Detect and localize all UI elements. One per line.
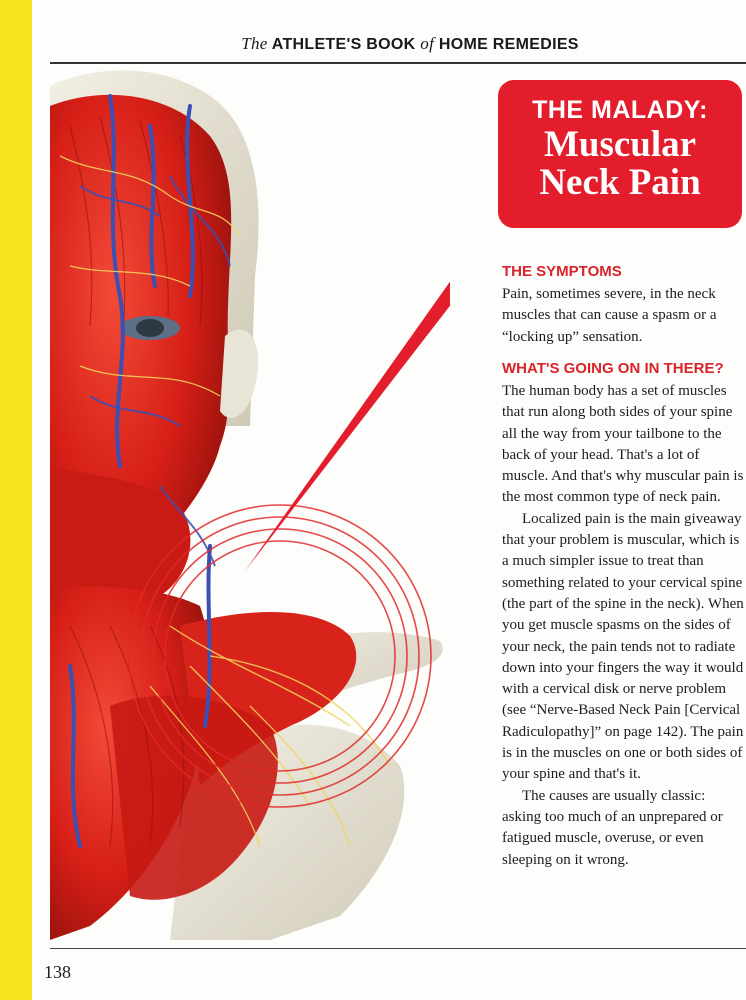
body-paragraph-1: The human body has a set of muscles that run along both sides of your spine all the way from your tailbone to the back of your head. That's a lot of muscle. And that's why muscular pain is the most common type of neck pain. (502, 383, 744, 506)
running-head-part2: HOME REMEDIES (438, 36, 579, 53)
running-head-prefix: The (241, 34, 268, 53)
anatomy-illustration (50, 66, 450, 940)
body-paragraph-2: Localized pain is the main giveaway that your problem is muscular, which is a much simpler issue to treat than something related to your cervical spine (the part of the spine in the neck). When you get muscle spasms on the sides of your neck, the pain tends not to radiate down into your fingers the way it would with a cervical disk or nerve problem (see “Nerve-Based Neck Pain [Cervical Radiculopathy]” on page 142). The pain is in the muscles on one or both sides of your spine and that's it. (502, 510, 744, 783)
running-head-connector: of (420, 34, 435, 53)
page-edge-yellow-bar (0, 0, 32, 1000)
malady-title-line1: Muscular (543, 124, 697, 165)
body-paragraph-3: The causes are usually classic: asking too much of an unprepared or fatigued muscle, overuse, or even sleeping on it wrong. (502, 787, 723, 868)
running-head (180, 34, 640, 54)
malady-title (506, 126, 734, 202)
page-number: 138 (44, 962, 71, 982)
whats-going-on-heading: WHAT'S GOING ON IN THERE? (502, 360, 724, 377)
malady-title-line2: Neck Pain (539, 162, 701, 203)
header-rule (50, 62, 746, 64)
symptoms-body (502, 284, 746, 348)
symptoms-heading: THE SYMPTOMS (502, 263, 622, 280)
footer-rule (50, 948, 746, 949)
malady-kicker: THE MALADY: (532, 96, 708, 124)
symptoms-paragraph: Pain, sometimes severe, in the neck muscles that can cause a spasm or a “locking up” sensation. (502, 286, 717, 345)
running-head-part1: ATHLETE'S BOOK (271, 36, 416, 53)
whats-going-on-body (502, 381, 746, 871)
